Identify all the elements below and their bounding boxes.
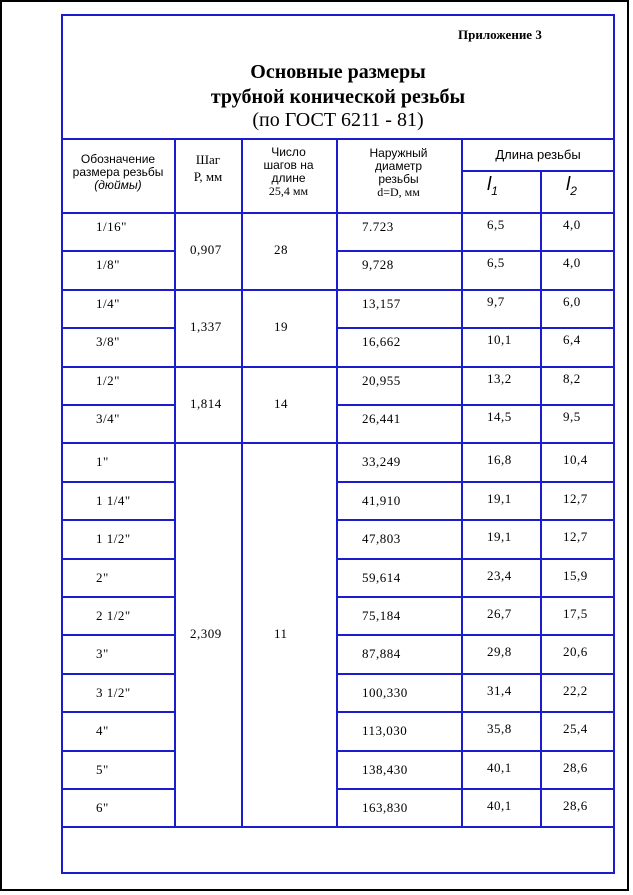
cell-l1: 14,5 (487, 409, 512, 424)
grid-line-horizontal (461, 170, 615, 172)
cell-size: 2 1/2" (96, 608, 131, 623)
header-count-line2: шагов на (263, 158, 314, 172)
grid-line-horizontal (336, 673, 615, 675)
cell-l2: 6,0 (563, 293, 581, 309)
cell-diameter: 138,430 (362, 761, 408, 777)
grid-line-horizontal (61, 788, 174, 790)
grid-line-horizontal (61, 750, 174, 752)
grid-line-horizontal (61, 481, 174, 483)
cell-l1: 13,2 (487, 370, 512, 386)
grid-line-horizontal (61, 327, 174, 329)
grid-line-horizontal (61, 212, 615, 214)
header-designation-line3: (дюймы) (94, 178, 142, 192)
cell-l2: 10,4 (563, 452, 588, 468)
cell-size: 3/8" (96, 334, 120, 350)
title-line-3: (по ГОСТ 6211 - 81) (252, 109, 424, 131)
cell-l1: 29,8 (487, 644, 512, 660)
cell-diameter: 163,830 (362, 800, 408, 815)
cell-l2: 28,6 (563, 798, 588, 813)
grid-line-horizontal (336, 596, 615, 598)
header-count-line4: 25,4 мм (268, 184, 309, 198)
cell-size: 3 1/2" (96, 684, 131, 700)
header-diameter-line3: резьбы (378, 172, 419, 186)
cell-size: 3/4" (96, 411, 120, 426)
cell-l2: 9,5 (563, 409, 581, 424)
cell-size: 3" (96, 646, 109, 662)
cell-l1: 6,5 (487, 255, 505, 271)
grid-line-horizontal (61, 404, 174, 406)
document-frame (61, 14, 615, 874)
grid-line-horizontal (61, 442, 615, 444)
grid-line-horizontal (336, 558, 615, 560)
grid-line-horizontal (336, 481, 615, 483)
title-line-1: Основные размеры (250, 61, 426, 83)
cell-size: 6" (96, 800, 109, 815)
cell-l2: 20,6 (563, 644, 588, 660)
cell-count: 14 (274, 396, 288, 411)
cell-l2: 12,7 (563, 529, 588, 545)
grid-line-horizontal (336, 750, 615, 752)
cell-l1: 31,4 (487, 682, 512, 698)
cell-diameter: 33,249 (362, 454, 401, 470)
cell-l1: 35,8 (487, 721, 512, 737)
header-designation-line2: размера резьбы (72, 165, 164, 179)
grid-line-horizontal (61, 634, 174, 636)
cell-l2: 22,2 (563, 682, 588, 698)
cell-l2: 15,9 (563, 567, 588, 583)
grid-line-vertical (241, 138, 243, 826)
grid-line-horizontal (336, 404, 615, 406)
cell-l1: 6,5 (487, 217, 505, 232)
cell-l2: 28,6 (563, 759, 588, 775)
grid-line-horizontal (61, 138, 615, 140)
cell-l1: 19,1 (487, 490, 512, 506)
header-l1-subscript: 1 (491, 183, 498, 198)
grid-line-horizontal (336, 519, 615, 521)
grid-line-horizontal (61, 673, 174, 675)
header-count-line1: Число (271, 145, 306, 159)
grid-line-horizontal (61, 289, 615, 291)
cell-diameter: 75,184 (362, 608, 401, 623)
cell-diameter: 16,662 (362, 334, 401, 350)
cell-size: 1 1/4" (96, 492, 131, 508)
grid-line-horizontal (61, 826, 615, 828)
grid-line-horizontal (336, 250, 615, 252)
cell-count: 28 (274, 242, 288, 258)
title-line-2: трубной конической резьбы (210, 86, 466, 108)
cell-size: 5" (96, 761, 109, 777)
header-thread-length: Длина резьбы (495, 147, 581, 162)
grid-line-horizontal (61, 250, 174, 252)
cell-l1: 9,7 (487, 293, 505, 309)
header-diameter-line1: Наружный (369, 146, 428, 160)
cell-l1: 23,4 (487, 567, 512, 583)
cell-l2: 6,4 (563, 332, 581, 348)
cell-l1: 40,1 (487, 798, 512, 813)
grid-line-horizontal (61, 596, 174, 598)
cell-l2: 17,5 (563, 606, 588, 621)
cell-diameter: 20,955 (362, 372, 401, 388)
cell-l2: 4,0 (563, 217, 581, 232)
cell-count: 19 (274, 319, 288, 335)
grid-line-vertical (540, 170, 542, 826)
grid-line-horizontal (336, 788, 615, 790)
cell-l2: 25,4 (563, 721, 588, 737)
grid-line-horizontal (61, 711, 174, 713)
header-diameter-line4: d=D, мм (377, 185, 420, 199)
cell-pitch: 1,337 (190, 319, 222, 335)
cell-l1: 16,8 (487, 452, 512, 468)
grid-line-horizontal (61, 366, 615, 368)
appendix-label: Приложение 3 (458, 27, 542, 42)
grid-line-horizontal (61, 558, 174, 560)
cell-diameter: 100,330 (362, 684, 408, 700)
header-pitch-line2: Р, мм (193, 169, 223, 184)
cell-l1: 10,1 (487, 332, 512, 348)
grid-line-vertical (174, 138, 176, 826)
header-pitch (175, 151, 241, 185)
cell-diameter: 7.723 (362, 219, 394, 234)
header-diameter (337, 147, 460, 199)
cell-size: 1/16" (96, 219, 127, 234)
cell-size: 1/4" (96, 295, 120, 311)
cell-size: 2" (96, 569, 109, 585)
grid-line-horizontal (61, 519, 174, 521)
cell-diameter: 9,728 (362, 257, 394, 273)
cell-pitch: 0,907 (190, 242, 222, 258)
header-count-line3: длине (271, 171, 306, 185)
grid-line-horizontal (336, 327, 615, 329)
cell-l2: 8,2 (563, 370, 581, 386)
cell-size: 1/2" (96, 372, 120, 388)
cell-l2: 12,7 (563, 490, 588, 506)
cell-diameter: 47,803 (362, 531, 401, 547)
cell-l1: 19,1 (487, 529, 512, 545)
header-l1-symbol: l (487, 174, 492, 195)
cell-l1: 26,7 (487, 606, 512, 621)
cell-diameter: 87,884 (362, 646, 401, 662)
cell-l2: 4,0 (563, 255, 581, 271)
cell-diameter: 26,441 (362, 411, 401, 426)
header-count (242, 146, 335, 198)
header-diameter-line2: диаметр (374, 159, 423, 173)
cell-l1: 40,1 (487, 759, 512, 775)
cell-pitch: 2,309 (190, 626, 222, 642)
cell-diameter: 59,614 (362, 569, 401, 585)
cell-diameter: 13,157 (362, 295, 401, 311)
cell-diameter: 113,030 (362, 723, 408, 739)
cell-diameter: 41,910 (362, 492, 401, 508)
header-l1 (487, 174, 498, 198)
grid-line-horizontal (336, 634, 615, 636)
cell-size: 1 1/2" (96, 531, 131, 547)
cell-size: 1/8" (96, 257, 120, 273)
header-pitch-line1: Шаг (195, 152, 221, 167)
cell-pitch: 1,814 (190, 396, 222, 411)
cell-count: 11 (274, 626, 288, 642)
cell-size: 4" (96, 723, 109, 739)
header-designation-line1: Обозначение (80, 152, 156, 166)
header-l2 (566, 174, 577, 198)
header-l2-symbol: l (566, 174, 571, 195)
grid-line-horizontal (336, 711, 615, 713)
header-designation (62, 153, 174, 192)
cell-size: 1" (96, 454, 109, 470)
header-l2-subscript: 2 (570, 183, 577, 198)
